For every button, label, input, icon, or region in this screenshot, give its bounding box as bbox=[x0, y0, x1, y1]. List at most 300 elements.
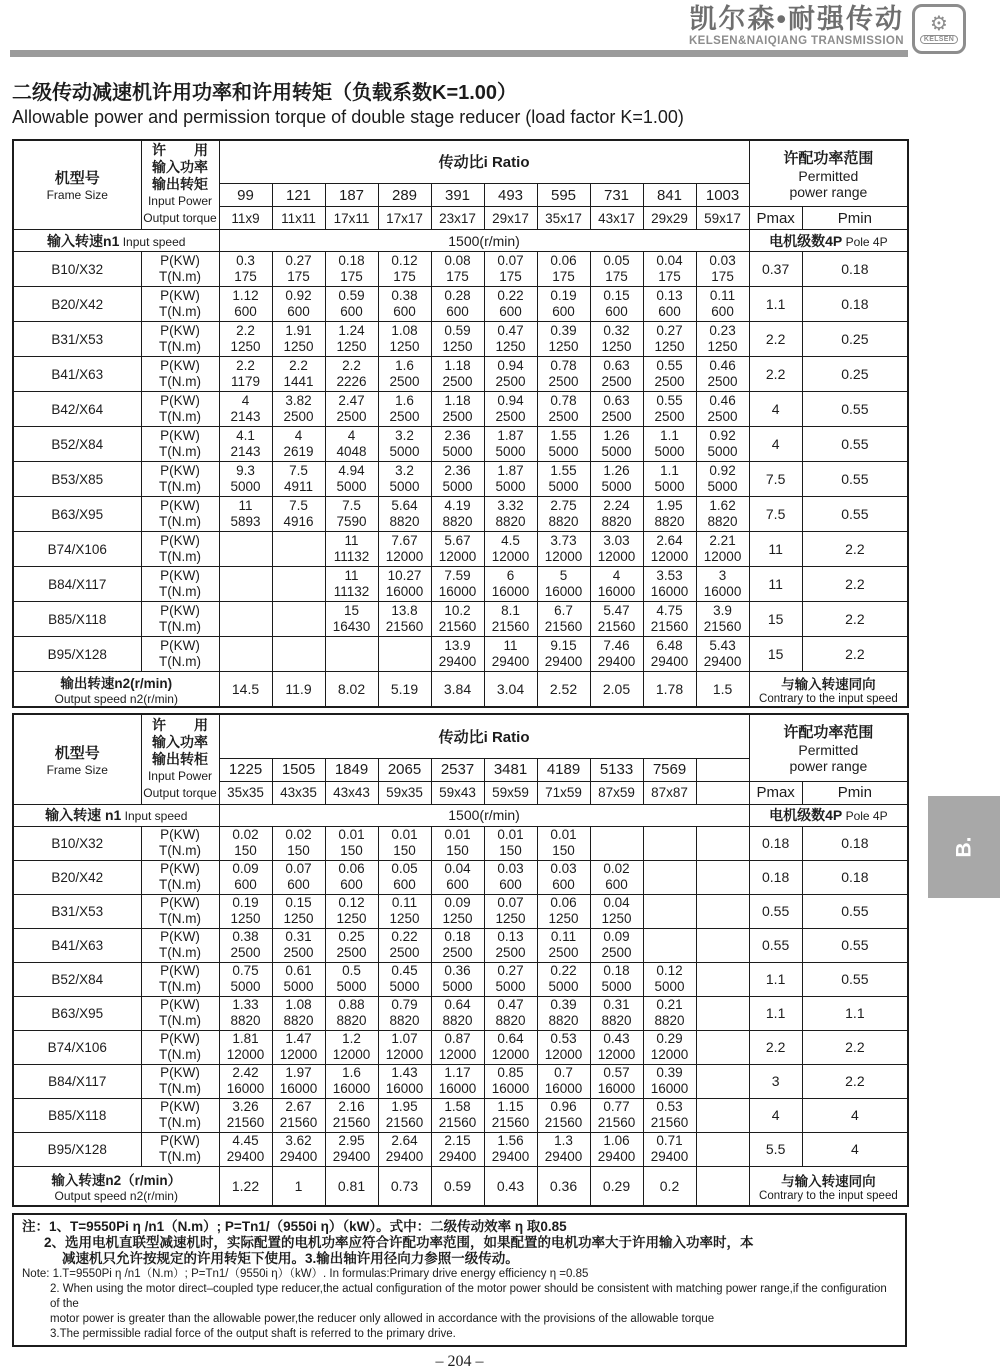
page-number: – 204 – bbox=[435, 1353, 484, 1370]
pmin-cell: 0.55 bbox=[802, 497, 908, 532]
ratio-title-cell: 传动比i Ratio bbox=[219, 714, 749, 758]
power-torque-value-cell: 0.22 5000 bbox=[537, 962, 590, 996]
power-torque-value-cell: 0.32 1250 bbox=[590, 322, 643, 357]
frame-cell: B20/X42 bbox=[13, 860, 141, 894]
frame-cell: B63/X95 bbox=[13, 497, 141, 532]
power-torque-value-cell: 0.09 2500 bbox=[590, 928, 643, 962]
gear-header-cell: 59x43 bbox=[431, 781, 484, 804]
output-speed-value-cell: 1 bbox=[272, 1166, 325, 1206]
power-torque-value-cell: 0.01 150 bbox=[484, 826, 537, 860]
input-speed-label-cell: 输入转速 n1 Input speed bbox=[13, 804, 219, 826]
pmin-header-cell: Pmin bbox=[802, 781, 908, 804]
input-speed-label-cell: 输入转速n1 Input speed bbox=[13, 230, 219, 252]
power-torque-value-cell: 0.47 1250 bbox=[484, 322, 537, 357]
power-torque-value-cell: 10.27 16000 bbox=[378, 567, 431, 602]
power-torque-value-cell: 0.11 1250 bbox=[378, 894, 431, 928]
power-torque-value-cell: 11 11132 bbox=[325, 567, 378, 602]
power-torque-value-cell: 0.78 2500 bbox=[537, 392, 590, 427]
power-torque-value-cell: 0.11 600 bbox=[696, 287, 749, 322]
power-torque-value-cell bbox=[219, 637, 272, 672]
power-torque-value-cell: 0.22 2500 bbox=[378, 928, 431, 962]
power-torque-value-cell: 1.18 2500 bbox=[431, 357, 484, 392]
power-torque-value-cell: 1.1 5000 bbox=[643, 462, 696, 497]
power-torque-value-cell: 0.01 150 bbox=[378, 826, 431, 860]
power-torque-value-cell: 4.1 2143 bbox=[219, 427, 272, 462]
pmin-cell: 0.18 bbox=[802, 252, 908, 287]
power-torque-value-cell bbox=[696, 996, 749, 1030]
power-torque-value-cell: 3.2 5000 bbox=[378, 427, 431, 462]
pt-label-cell: P(KW) T(N.m) bbox=[141, 357, 219, 392]
ratio-header-cell bbox=[696, 758, 749, 781]
pmin-header-cell: Pmin bbox=[802, 207, 908, 230]
note-line-cn-1: 注：1、T=9550Pi η /n1（N.m）; P=Tn1/（9550i η）（kW）。式中：二级传动效率 η 取0.85 bbox=[22, 1219, 567, 1234]
pmin-cell: 0.55 bbox=[802, 962, 908, 996]
power-torque-value-cell: 0.94 2500 bbox=[484, 392, 537, 427]
power-torque-value-cell: 0.45 5000 bbox=[378, 962, 431, 996]
pmax-cell: 2.2 bbox=[749, 1030, 802, 1064]
output-speed-value-cell: 0.43 bbox=[484, 1166, 537, 1206]
power-torque-value-cell: 0.23 1250 bbox=[696, 322, 749, 357]
pmin-cell: 0.25 bbox=[802, 357, 908, 392]
pt-label-cell: P(KW) T(N.m) bbox=[141, 567, 219, 602]
pmax-cell: 7.5 bbox=[749, 462, 802, 497]
power-torque-value-cell: 3.73 12000 bbox=[537, 532, 590, 567]
pmin-cell: 2.2 bbox=[802, 1030, 908, 1064]
power-torque-value-cell: 2.21 12000 bbox=[696, 532, 749, 567]
power-torque-value-cell bbox=[696, 1030, 749, 1064]
pmin-cell: 0.18 bbox=[802, 826, 908, 860]
power-torque-value-cell bbox=[272, 602, 325, 637]
power-torque-value-cell: 0.05 175 bbox=[590, 252, 643, 287]
direction-note-cell: 与输入转速同向 Contrary to the input speed bbox=[749, 672, 908, 708]
input-speed-row bbox=[13, 230, 908, 252]
power-torque-value-cell: 0.18 175 bbox=[325, 252, 378, 287]
power-torque-value-cell: 11 11132 bbox=[325, 532, 378, 567]
power-torque-value-cell: 3.82 2500 bbox=[272, 392, 325, 427]
data-row bbox=[13, 1132, 908, 1166]
pmin-cell: 0.18 bbox=[802, 860, 908, 894]
pmax-cell: 15 bbox=[749, 637, 802, 672]
power-torque-value-cell: 0.09 1250 bbox=[431, 894, 484, 928]
power-torque-value-cell: 4.5 12000 bbox=[484, 532, 537, 567]
power-torque-value-cell: 0.55 2500 bbox=[643, 357, 696, 392]
pt-label-cell: P(KW) T(N.m) bbox=[141, 1132, 219, 1166]
power-torque-value-cell: 0.02 600 bbox=[590, 860, 643, 894]
power-torque-value-cell: 0.19 600 bbox=[537, 287, 590, 322]
power-torque-value-cell: 1.33 8820 bbox=[219, 996, 272, 1030]
data-row bbox=[13, 894, 908, 928]
output-speed-value-cell bbox=[696, 1166, 749, 1206]
pt-label-cell: P(KW) T(N.m) bbox=[141, 894, 219, 928]
power-torque-value-cell: 3.26 21560 bbox=[219, 1098, 272, 1132]
power-torque-value-cell: 0.27 1250 bbox=[643, 322, 696, 357]
pmin-cell: 0.55 bbox=[802, 462, 908, 497]
note-line-cn-3: 减速机只允许按规定的许用转矩下使用。3.输出轴许用径向力参照一级传动。 bbox=[62, 1251, 519, 1266]
frame-cell: B52/X84 bbox=[13, 427, 141, 462]
power-torque-value-cell: 0.63 2500 bbox=[590, 357, 643, 392]
ratio-header-cell: 289 bbox=[378, 184, 431, 207]
power-torque-value-cell: 0.25 2500 bbox=[325, 928, 378, 962]
pmin-cell: 2.2 bbox=[802, 1064, 908, 1098]
gear-header-cell: 59x17 bbox=[696, 207, 749, 230]
pmin-cell: 2.2 bbox=[802, 567, 908, 602]
pmin-cell: 0.55 bbox=[802, 894, 908, 928]
power-torque-value-cell: 1.91 1250 bbox=[272, 322, 325, 357]
power-torque-value-cell: 0.46 2500 bbox=[696, 392, 749, 427]
frame-cell: B63/X95 bbox=[13, 996, 141, 1030]
power-torque-value-cell: 1.95 8820 bbox=[643, 497, 696, 532]
frame-cell: B10/X32 bbox=[13, 252, 141, 287]
power-torque-value-cell: 0.15 600 bbox=[590, 287, 643, 322]
power-torque-value-cell: 0.38 2500 bbox=[219, 928, 272, 962]
power-torque-value-cell: 0.57 16000 bbox=[590, 1064, 643, 1098]
power-torque-value-cell: 1.58 21560 bbox=[431, 1098, 484, 1132]
power-torque-value-cell: 0.47 8820 bbox=[484, 996, 537, 1030]
power-torque-value-cell: 3.32 8820 bbox=[484, 497, 537, 532]
power-torque-value-cell: 13.8 21560 bbox=[378, 602, 431, 637]
gear-header-cell: 87x87 bbox=[643, 781, 696, 804]
output-speed-value-cell: 0.59 bbox=[431, 1166, 484, 1206]
power-torque-value-cell: 0.79 8820 bbox=[378, 996, 431, 1030]
pmax-cell: 1.1 bbox=[749, 996, 802, 1030]
header-row bbox=[13, 714, 908, 758]
power-torque-value-cell: 0.43 12000 bbox=[590, 1030, 643, 1064]
gear-header-cell: 29x29 bbox=[643, 207, 696, 230]
output-speed-label-cell: 输出转速n2(r/min) Output speed n2(r/min) bbox=[13, 672, 219, 708]
motor-pole-cell: 电机级数4P Pole 4P bbox=[749, 804, 908, 826]
power-torque-value-cell: 4.19 8820 bbox=[431, 497, 484, 532]
power-torque-value-cell: 0.87 12000 bbox=[431, 1030, 484, 1064]
power-torque-value-cell: 0.53 12000 bbox=[537, 1030, 590, 1064]
pt-label-cell: P(KW) T(N.m) bbox=[141, 427, 219, 462]
power-torque-value-cell: 0.36 5000 bbox=[431, 962, 484, 996]
output-speed-value-cell: 2.05 bbox=[590, 672, 643, 708]
power-torque-value-cell: 9.15 29400 bbox=[537, 637, 590, 672]
motor-pole-cell: 电机级数4P Pole 4P bbox=[749, 230, 908, 252]
power-torque-value-cell: 5.43 29400 bbox=[696, 637, 749, 672]
power-torque-value-cell: 6.48 29400 bbox=[643, 637, 696, 672]
data-row bbox=[13, 1098, 908, 1132]
output-speed-label-cell: 输入转速n2（r/min） Output speed n2(r/min) bbox=[13, 1166, 219, 1206]
frame-header-cell: 机型号 Frame Size bbox=[13, 140, 141, 230]
power-torque-value-cell: 0.92 5000 bbox=[696, 462, 749, 497]
power-torque-value-cell: 7.5 4911 bbox=[272, 462, 325, 497]
gear-icon: ⚙ bbox=[930, 13, 948, 35]
power-torque-value-cell: 1.17 16000 bbox=[431, 1064, 484, 1098]
power-torque-value-cell bbox=[219, 567, 272, 602]
pt-label-cell: P(KW) T(N.m) bbox=[141, 392, 219, 427]
power-torque-value-cell: 2.2 2226 bbox=[325, 357, 378, 392]
power-torque-value-cell: 0.06 175 bbox=[537, 252, 590, 287]
power-torque-value-cell: 0.77 21560 bbox=[590, 1098, 643, 1132]
power-torque-value-cell: 0.31 8820 bbox=[590, 996, 643, 1030]
power-torque-value-cell: 0.59 1250 bbox=[431, 322, 484, 357]
power-torque-value-cell: 0.92 600 bbox=[272, 287, 325, 322]
power-torque-value-cell bbox=[643, 894, 696, 928]
pmax-cell: 0.55 bbox=[749, 928, 802, 962]
power-torque-value-cell: 0.09 600 bbox=[219, 860, 272, 894]
power-torque-value-cell: 1.43 16000 bbox=[378, 1064, 431, 1098]
data-row bbox=[13, 860, 908, 894]
power-torque-value-cell: 0.96 21560 bbox=[537, 1098, 590, 1132]
frame-cell: B85/X118 bbox=[13, 602, 141, 637]
frame-cell: B84/X117 bbox=[13, 1064, 141, 1098]
power-torque-value-cell: 5 16000 bbox=[537, 567, 590, 602]
note-line-en-4: 3.The permissible radial force of the output shaft is referred to the primary drive. bbox=[50, 1328, 456, 1340]
data-row bbox=[13, 962, 908, 996]
pmax-cell: 3 bbox=[749, 1064, 802, 1098]
power-torque-value-cell: 2.36 5000 bbox=[431, 427, 484, 462]
ratio-header-cell: 2537 bbox=[431, 758, 484, 781]
ratio-header-cell: 731 bbox=[590, 184, 643, 207]
power-torque-value-cell: 4.94 5000 bbox=[325, 462, 378, 497]
pmin-cell: 0.55 bbox=[802, 392, 908, 427]
power-torque-value-cell: 1.95 21560 bbox=[378, 1098, 431, 1132]
power-torque-value-cell: 0.04 600 bbox=[431, 860, 484, 894]
ratio-title-cell: 传动比i Ratio bbox=[219, 140, 749, 184]
power-torque-value-cell: 0.53 21560 bbox=[643, 1098, 696, 1132]
output-speed-value-cell: 1.5 bbox=[696, 672, 749, 708]
pt-label-cell: P(KW) T(N.m) bbox=[141, 532, 219, 567]
page-header bbox=[0, 0, 1000, 50]
power-torque-value-cell: 1.24 1250 bbox=[325, 322, 378, 357]
power-torque-value-cell bbox=[696, 894, 749, 928]
power-torque-value-cell: 2.75 8820 bbox=[537, 497, 590, 532]
power-torque-value-cell: 10.2 21560 bbox=[431, 602, 484, 637]
power-torque-value-cell: 0.59 600 bbox=[325, 287, 378, 322]
power-torque-value-cell: 0.29 12000 bbox=[643, 1030, 696, 1064]
brand-name-cn: 凯尔森•耐强传动 bbox=[689, 4, 904, 34]
output-speed-value-cell: 2.52 bbox=[537, 672, 590, 708]
note-line-en-1: Note: 1.T=9550Pi η /n1（N.m）; P=Tn1/（9550i η）（kW）. In formulas:Primary drive energy efficiency η =0.85 bbox=[22, 1268, 589, 1280]
pt-label-cell: P(KW) T(N.m) bbox=[141, 602, 219, 637]
frame-cell: B95/X128 bbox=[13, 637, 141, 672]
power-torque-value-cell: 0.64 8820 bbox=[431, 996, 484, 1030]
ratio-header-cell: 7569 bbox=[643, 758, 696, 781]
pt-label-cell: P(KW) T(N.m) bbox=[141, 928, 219, 962]
power-torque-value-cell: 0.75 5000 bbox=[219, 962, 272, 996]
gear-header-cell: 11x11 bbox=[272, 207, 325, 230]
power-torque-value-cell: 0.02 150 bbox=[219, 826, 272, 860]
data-row bbox=[13, 826, 908, 860]
power-torque-value-cell bbox=[643, 826, 696, 860]
power-torque-value-cell: 0.03 175 bbox=[696, 252, 749, 287]
output-speed-value-cell: 3.84 bbox=[431, 672, 484, 708]
pmin-cell: 2.2 bbox=[802, 602, 908, 637]
ratio-header-cell: 493 bbox=[484, 184, 537, 207]
pmax-cell: 15 bbox=[749, 602, 802, 637]
power-torque-value-cell: 2.95 29400 bbox=[325, 1132, 378, 1166]
power-torque-value-cell bbox=[696, 860, 749, 894]
power-torque-value-cell bbox=[219, 532, 272, 567]
power-torque-value-cell: 3.53 16000 bbox=[643, 567, 696, 602]
power-torque-value-cell: 4 16000 bbox=[590, 567, 643, 602]
output-speed-row bbox=[13, 672, 908, 708]
power-torque-value-cell bbox=[696, 962, 749, 996]
power-torque-value-cell: 3.2 5000 bbox=[378, 462, 431, 497]
page-title-en: Allowable power and permission torque of double stage reducer (load factor K=1.00) bbox=[12, 107, 684, 127]
power-torque-value-cell: 0.46 2500 bbox=[696, 357, 749, 392]
gear-header-cell: 17x11 bbox=[325, 207, 378, 230]
power-torque-value-cell: 1.3 29400 bbox=[537, 1132, 590, 1166]
brand-logo bbox=[912, 4, 966, 54]
power-torque-value-cell: 0.04 1250 bbox=[590, 894, 643, 928]
power-torque-value-cell bbox=[219, 602, 272, 637]
power-torque-value-cell: 7.5 4916 bbox=[272, 497, 325, 532]
pt-label-cell: P(KW) T(N.m) bbox=[141, 497, 219, 532]
power-torque-value-cell: 1.18 2500 bbox=[431, 392, 484, 427]
power-torque-value-cell: 6.7 21560 bbox=[537, 602, 590, 637]
power-torque-value-cell: 11 29400 bbox=[484, 637, 537, 672]
output-speed-value-cell: 3.04 bbox=[484, 672, 537, 708]
power-torque-value-cell: 3.62 29400 bbox=[272, 1132, 325, 1166]
frame-cell: B31/X53 bbox=[13, 322, 141, 357]
power-torque-value-cell: 0.18 5000 bbox=[590, 962, 643, 996]
gear-header-cell: 23x17 bbox=[431, 207, 484, 230]
pmax-cell: 5.5 bbox=[749, 1132, 802, 1166]
power-torque-value-cell: 0.12 5000 bbox=[643, 962, 696, 996]
power-torque-value-cell: 0.22 600 bbox=[484, 287, 537, 322]
pmin-cell: 0.25 bbox=[802, 322, 908, 357]
power-torque-value-cell: 4 4048 bbox=[325, 427, 378, 462]
power-torque-value-cell: 0.38 600 bbox=[378, 287, 431, 322]
data-row bbox=[13, 497, 908, 532]
power-torque-value-cell: 1.6 16000 bbox=[325, 1064, 378, 1098]
power-torque-value-cell: 2.67 21560 bbox=[272, 1098, 325, 1132]
pmin-cell: 0.18 bbox=[802, 287, 908, 322]
note-line-en-2: 2. When using the motor direct–coupled type reducer,the actual configuration of the motor power should be consistent with matching power range,if the configuration of the bbox=[50, 1283, 887, 1310]
ratio-header-cell: 1505 bbox=[272, 758, 325, 781]
power-torque-value-cell: 5.47 21560 bbox=[590, 602, 643, 637]
power-torque-value-cell: 7.59 16000 bbox=[431, 567, 484, 602]
pt-label-cell: P(KW) T(N.m) bbox=[141, 637, 219, 672]
power-torque-value-cell: 0.03 600 bbox=[537, 860, 590, 894]
power-torque-value-cell: 1.06 29400 bbox=[590, 1132, 643, 1166]
power-torque-value-cell: 0.07 600 bbox=[272, 860, 325, 894]
output-speed-value-cell: 1.78 bbox=[643, 672, 696, 708]
ratio-header-cell: 4189 bbox=[537, 758, 590, 781]
power-torque-value-cell bbox=[378, 637, 431, 672]
pt-label-cell: P(KW) T(N.m) bbox=[141, 962, 219, 996]
pmax-cell: 1.1 bbox=[749, 287, 802, 322]
pt-label-cell: P(KW) T(N.m) bbox=[141, 1064, 219, 1098]
frame-cell: B52/X84 bbox=[13, 962, 141, 996]
pmin-cell: 0.55 bbox=[802, 427, 908, 462]
power-torque-value-cell: 2.42 16000 bbox=[219, 1064, 272, 1098]
title-block bbox=[12, 81, 1000, 129]
power-torque-value-cell: 1.2 12000 bbox=[325, 1030, 378, 1064]
power-torque-value-cell: 1.1 5000 bbox=[643, 427, 696, 462]
power-torque-value-cell: 0.39 8820 bbox=[537, 996, 590, 1030]
power-torque-value-cell bbox=[643, 928, 696, 962]
power-torque-value-cell: 1.26 5000 bbox=[590, 462, 643, 497]
power-torque-value-cell: 1.97 16000 bbox=[272, 1064, 325, 1098]
gear-header-cell: 59x59 bbox=[484, 781, 537, 804]
data-row bbox=[13, 567, 908, 602]
pmax-cell: 0.18 bbox=[749, 826, 802, 860]
power-torque-value-cell: 5.67 12000 bbox=[431, 532, 484, 567]
power-torque-value-cell: 0.61 5000 bbox=[272, 962, 325, 996]
power-torque-value-cell: 0.88 8820 bbox=[325, 996, 378, 1030]
power-torque-value-cell: 3.9 21560 bbox=[696, 602, 749, 637]
range-header-cell: 许配功率范围 Permitted power range bbox=[749, 140, 908, 207]
power-torque-value-cell: 0.03 600 bbox=[484, 860, 537, 894]
ratio-header-cell: 1003 bbox=[696, 184, 749, 207]
power-torque-value-cell: 0.04 175 bbox=[643, 252, 696, 287]
ratio-table-1 bbox=[12, 139, 909, 709]
power-torque-value-cell: 1.08 8820 bbox=[272, 996, 325, 1030]
power-torque-value-cell bbox=[325, 637, 378, 672]
power-torque-value-cell: 3 16000 bbox=[696, 567, 749, 602]
pmax-cell: 2.2 bbox=[749, 357, 802, 392]
direction-note-cell: 与输入转速同向 Contrary to the input speed bbox=[749, 1166, 908, 1206]
pmax-cell: 4 bbox=[749, 427, 802, 462]
power-torque-value-cell: 0.5 5000 bbox=[325, 962, 378, 996]
input-speed-value-cell: 1500(r/min) bbox=[219, 230, 749, 252]
pmax-cell: 4 bbox=[749, 392, 802, 427]
power-torque-value-cell: 0.31 2500 bbox=[272, 928, 325, 962]
data-row bbox=[13, 252, 908, 287]
ratio-header-cell: 121 bbox=[272, 184, 325, 207]
pt-label-cell: P(KW) T(N.m) bbox=[141, 826, 219, 860]
gear-header-cell: 43x35 bbox=[272, 781, 325, 804]
power-torque-value-cell: 0.01 150 bbox=[431, 826, 484, 860]
ratio-header-cell: 99 bbox=[219, 184, 272, 207]
frame-cell: B41/X63 bbox=[13, 928, 141, 962]
data-row bbox=[13, 637, 908, 672]
output-speed-value-cell: 14.5 bbox=[219, 672, 272, 708]
section-tab-b-label: B. bbox=[952, 836, 975, 858]
power-torque-value-cell: 2.64 29400 bbox=[378, 1132, 431, 1166]
data-row bbox=[13, 287, 908, 322]
power-torque-value-cell: 2.47 2500 bbox=[325, 392, 378, 427]
output-speed-value-cell: 0.36 bbox=[537, 1166, 590, 1206]
output-speed-value-cell: 5.19 bbox=[378, 672, 431, 708]
power-torque-value-cell: 1.55 5000 bbox=[537, 427, 590, 462]
power-torque-value-cell bbox=[696, 1098, 749, 1132]
power-torque-value-cell bbox=[643, 860, 696, 894]
power-torque-value-cell bbox=[590, 826, 643, 860]
ratio-header-cell: 2065 bbox=[378, 758, 431, 781]
pt-label-cell: P(KW) T(N.m) bbox=[141, 462, 219, 497]
pmax-cell: 11 bbox=[749, 532, 802, 567]
data-row bbox=[13, 996, 908, 1030]
power-torque-value-cell: 9.3 5000 bbox=[219, 462, 272, 497]
power-torque-value-cell: 1.6 2500 bbox=[378, 357, 431, 392]
pt-label-cell: P(KW) T(N.m) bbox=[141, 1098, 219, 1132]
data-row bbox=[13, 462, 908, 497]
power-torque-value-cell: 13.9 29400 bbox=[431, 637, 484, 672]
pmax-cell: 1.1 bbox=[749, 962, 802, 996]
input-speed-value-cell: 1500(r/min) bbox=[219, 804, 749, 826]
power-torque-value-cell: 1.08 1250 bbox=[378, 322, 431, 357]
power-torque-value-cell: 1.87 5000 bbox=[484, 427, 537, 462]
pt-label-cell: P(KW) T(N.m) bbox=[141, 860, 219, 894]
header-divider-bar bbox=[10, 50, 908, 57]
output-speed-value-cell: 0.73 bbox=[378, 1166, 431, 1206]
power-torque-value-cell: 1.07 12000 bbox=[378, 1030, 431, 1064]
power-torque-value-cell: 0.11 2500 bbox=[537, 928, 590, 962]
ratio-table-2-container bbox=[0, 713, 1000, 1207]
power-torque-value-cell: 0.27 175 bbox=[272, 252, 325, 287]
power-torque-value-cell: 0.3 175 bbox=[219, 252, 272, 287]
power-torque-value-cell: 4 2143 bbox=[219, 392, 272, 427]
pmin-cell: 1.1 bbox=[802, 996, 908, 1030]
gear-header-cell: 35x35 bbox=[219, 781, 272, 804]
power-torque-value-cell: 0.06 600 bbox=[325, 860, 378, 894]
power-torque-value-cell: 0.06 1250 bbox=[537, 894, 590, 928]
power-torque-value-cell: 8.1 21560 bbox=[484, 602, 537, 637]
